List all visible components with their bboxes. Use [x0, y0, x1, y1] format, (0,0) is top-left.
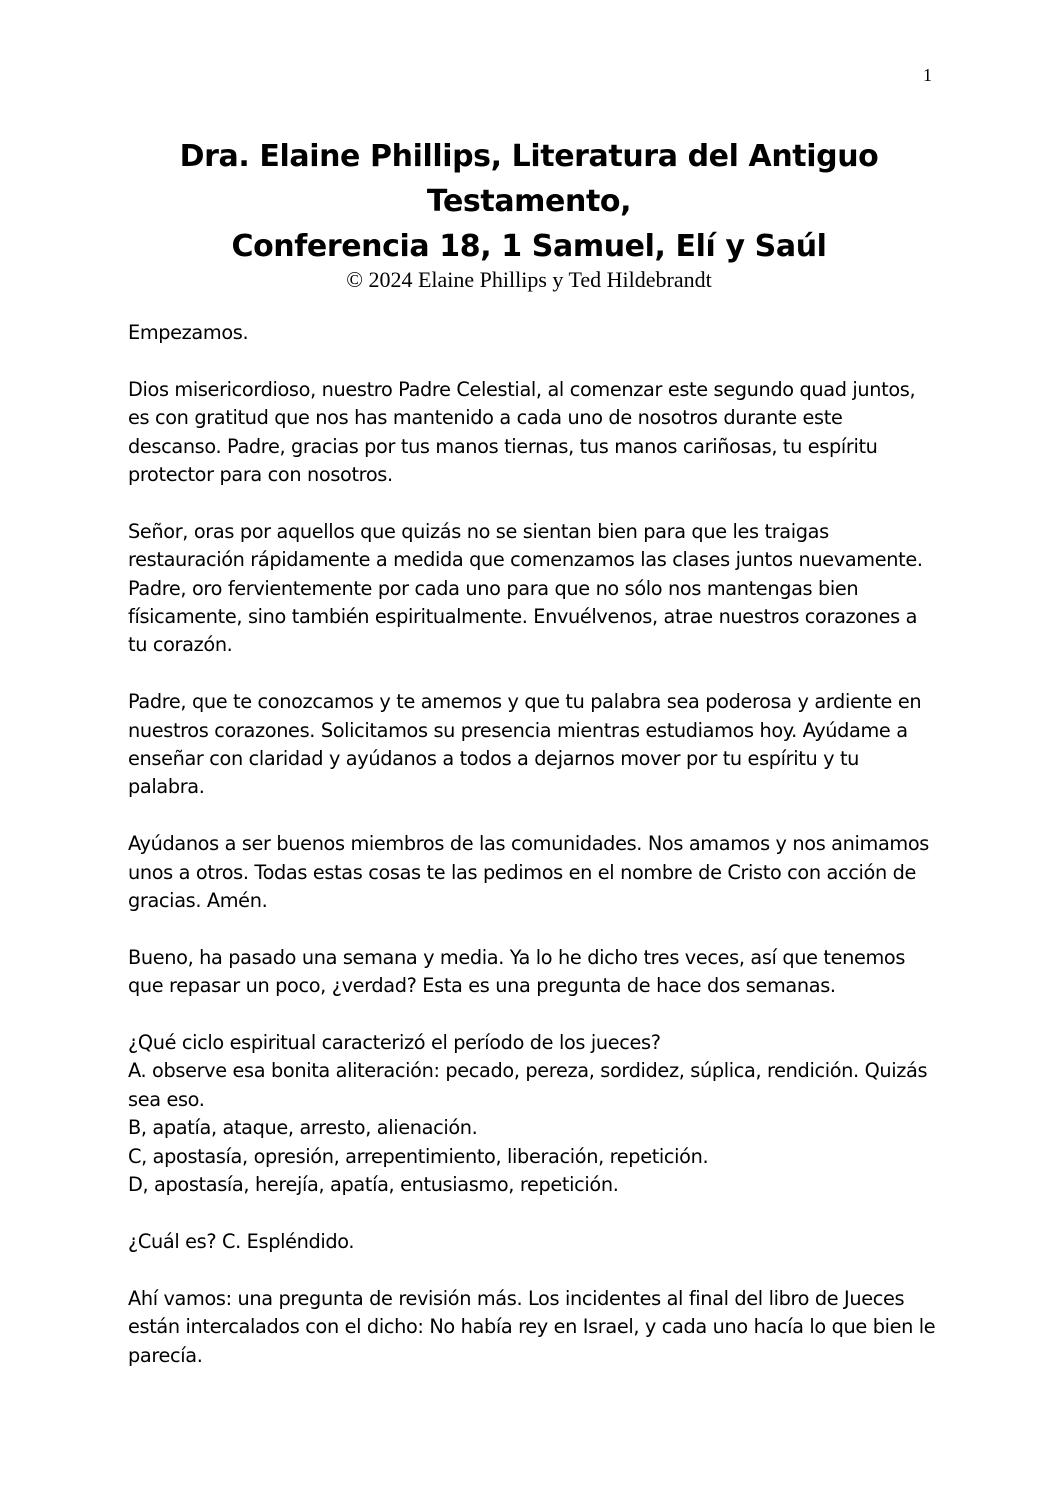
- copyright-line: © 2024 Elaine Phillips y Ted Hildebrandt: [346, 267, 712, 292]
- quiz-question: ¿Qué ciclo espiritual caracterizó el período de los jueces?: [128, 1031, 661, 1055]
- paragraph-answer: ¿Cuál es? C. Espléndido.: [128, 1229, 355, 1253]
- quiz-option-a: A. observe esa bonita aliteración: pecado, pereza, sordidez, súplica, rendición. Quizás sea eso.: [128, 1059, 928, 1111]
- paragraph-opening: Empezamos.: [128, 321, 249, 344]
- quiz-option-d: D, apostasía, herejía, apatía, entusiasmo, repetición.: [128, 1173, 619, 1197]
- quiz-option-b: B, apatía, ataque, arresto, alienación.: [128, 1116, 478, 1140]
- title-block: [128, 134, 930, 291]
- document-body: [128, 319, 938, 1398]
- paragraph-prayer-3: Padre, que te conozcamos y te amemos y que tu palabra sea poderosa y ardiente en nuestros corazones. Solicitamos su presencia mientras estudiamos hoy. Ayúdame a enseñar con claridad y ayúdanos a todos a dejarnos mover por tu espíritu y tu palabra.: [128, 690, 922, 799]
- title-line-1: Dra. Elaine Phillips, Literatura del Antiguo: [179, 139, 879, 174]
- quiz-option-c: C, apostasía, opresión, arrepentimiento, liberación, repetición.: [128, 1144, 709, 1168]
- paragraph-prayer-1: Dios misericordioso, nuestro Padre Celestial, al comenzar este segundo quad juntos, es con gratitud que nos has mantenido a cada uno de nosotros durante este descanso. Padre, gracias por tus manos tiernas, tus manos cariñosas, tu espíritu protector para con nosotros.: [128, 377, 916, 487]
- paragraph-review-question: Ahí vamos: una pregunta de revisión más. Los incidentes al final del libro de Jueces están intercalados con el dicho: No había rey en Israel, y cada uno hacía lo que bien le parecía.: [128, 1286, 936, 1367]
- quiz-question-block: [128, 1029, 938, 1199]
- title-line-2: Testamento,: [426, 184, 632, 219]
- paragraph-prayer-2: Señor, oras por aquellos que quizás no se sientan bien para que les traigas restauración rápidamente a medida que comenzamos las clases juntos nuevamente. Padre, oro fervientemente por cada uno para que no sólo nos mantengas bien físicamente, sino también espiritualmente. Envuélvenos, atrae nuestros corazones a tu corazón.: [128, 519, 923, 657]
- page-number: 1: [923, 65, 932, 85]
- title-line-3: Conferencia 18, 1 Samuel, Elí y Saúl: [231, 229, 827, 264]
- paragraph-review-intro: Bueno, ha pasado una semana y media. Ya lo he dicho tres veces, así que tenemos que repasar un poco, ¿verdad? Esta es una pregunta de hace dos semanas.: [128, 945, 906, 998]
- paragraph-prayer-4: Ayúdanos a ser buenos miembros de las comunidades. Nos amamos y nos animamos unos a otros. Todas estas cosas te las pedimos en el nombre de Cristo con acción de gracias. Amén.: [128, 832, 929, 913]
